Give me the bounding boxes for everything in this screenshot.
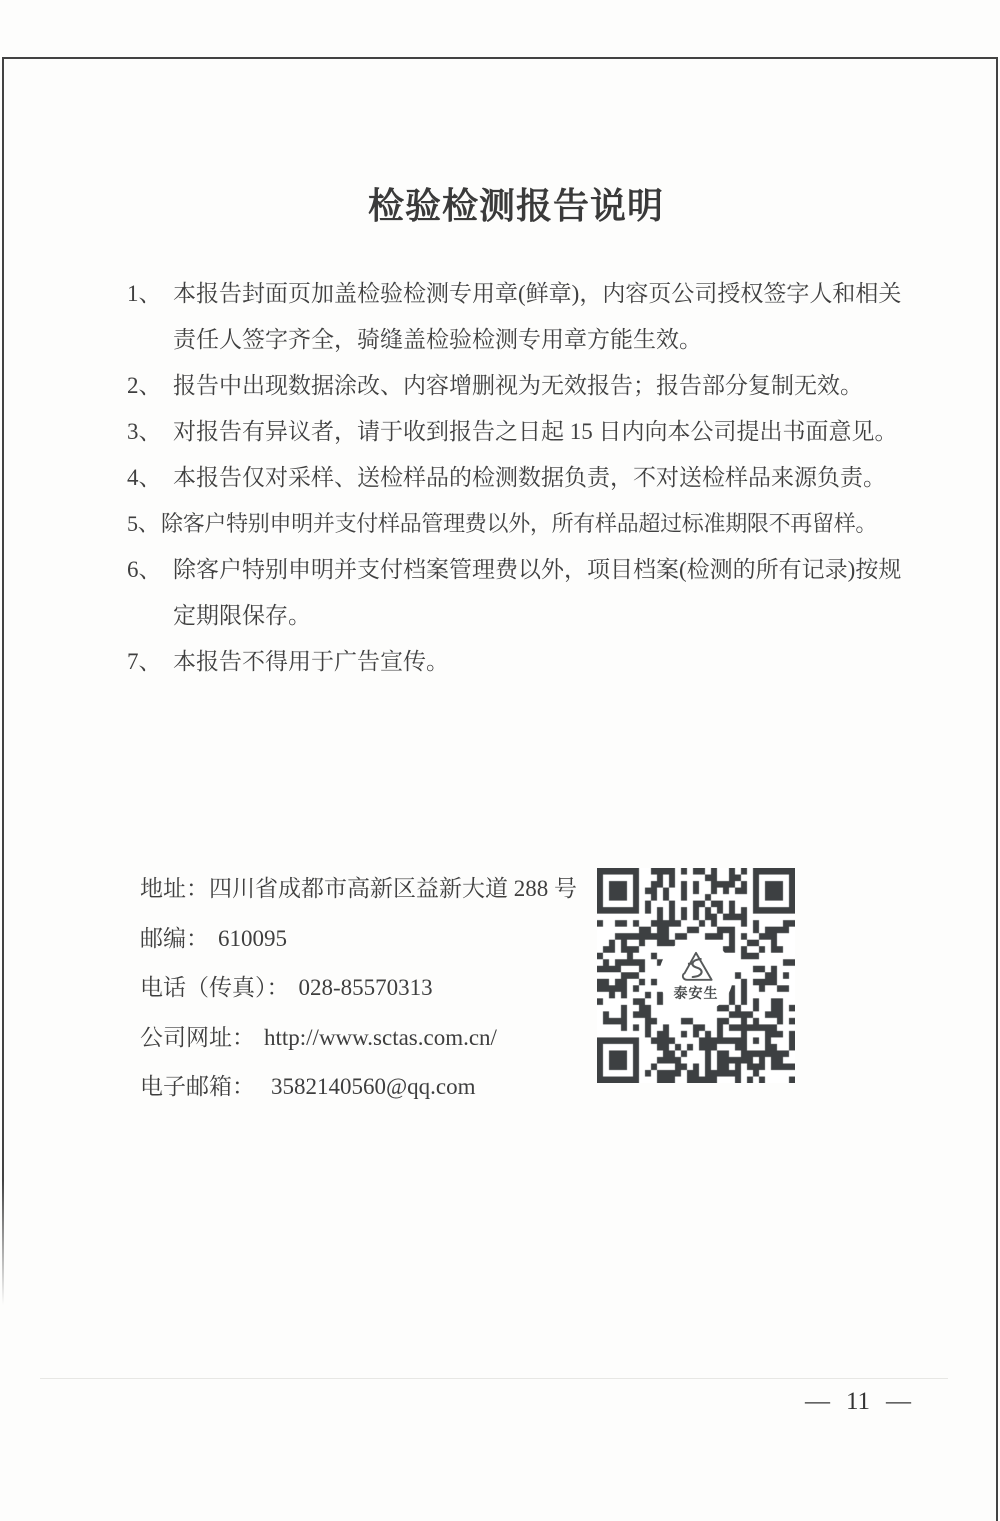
- note-text: 除客户特别申明并支付档案管理费以外，项目档案(检测的所有记录)按规: [173, 557, 902, 582]
- note-item-7: [127, 639, 937, 685]
- note-item-6: [127, 547, 937, 639]
- qr-brand-text: 泰安生: [673, 985, 719, 1001]
- note-item-1: [127, 271, 937, 363]
- note-text: 本报告封面页加盖检验检测专用章(鲜章)，内容页公司授权签字人和相关: [173, 281, 902, 306]
- contact-postcode: [140, 914, 577, 964]
- page-number-value: 11: [845, 1388, 871, 1415]
- tas-triangle-logo: [677, 950, 715, 986]
- contact-address: [140, 864, 577, 914]
- email-label: 电子邮箱：: [140, 1074, 255, 1099]
- note-number: 3、: [127, 419, 162, 444]
- note-text: 本报告不得用于广告宣传。: [173, 649, 449, 674]
- postcode-value: 610095: [218, 925, 287, 951]
- contact-block: [140, 864, 577, 1112]
- website-value: http://www.sctas.com.cn/: [264, 1024, 497, 1050]
- note-number: 6、: [127, 557, 162, 582]
- postcode-label: 邮编：: [140, 925, 209, 951]
- note-text: 本报告仅对采样、送检样品的检测数据负责，不对送检样品来源负责。: [173, 465, 886, 490]
- phone-label: 电话（传真）：: [140, 975, 290, 1000]
- page-number-dash-right: —: [886, 1388, 912, 1415]
- note-number: 7、: [127, 649, 162, 674]
- address-value: 四川省成都市高新区益新大道 288 号: [209, 876, 577, 901]
- contact-website: [140, 1013, 577, 1063]
- qr-center-logo: [659, 939, 733, 1013]
- page-border-top: [3, 57, 998, 59]
- contact-phone: [140, 963, 577, 1013]
- contact-email: [140, 1062, 577, 1112]
- phone-value: 028-85570313: [298, 975, 433, 1000]
- page-border-right: [996, 57, 998, 1521]
- note-number: 4、: [127, 465, 162, 490]
- note-item-5: [127, 501, 937, 547]
- notes-list: [127, 271, 937, 685]
- page-number: [800, 1388, 916, 1416]
- note-text: 除客户特别申明并支付样品管理费以外，所有样品超过标准期限不再留样。: [161, 511, 878, 536]
- website-label: 公司网址：: [140, 1024, 255, 1050]
- footer-divider-line: [40, 1378, 948, 1379]
- note-text: 报告中出现数据涂改、内容增删视为无效报告；报告部分复制无效。: [173, 373, 863, 398]
- page-number-dash-left: —: [804, 1388, 830, 1415]
- note-item-4: [127, 455, 937, 501]
- page-title: 检验检测报告说明: [367, 185, 664, 226]
- address-label: 地址：: [140, 876, 209, 901]
- note-number: 5、: [127, 511, 160, 536]
- note-item-3: [127, 409, 937, 455]
- note-number: 2、: [127, 373, 162, 398]
- note-item-2: [127, 363, 937, 409]
- note-text: 责任人签字齐全，骑缝盖检验检测专用章方能生效。: [173, 327, 702, 352]
- email-value: 3582140560@qq.com: [271, 1074, 476, 1099]
- qr-code: [597, 868, 795, 1083]
- note-text: 定期限保存。: [173, 603, 311, 628]
- page-border-left: [2, 57, 4, 1305]
- note-number: 1、: [127, 281, 162, 306]
- note-text: 对报告有异议者，请于收到报告之日起 15 日内向本公司提出书面意见。: [173, 419, 898, 444]
